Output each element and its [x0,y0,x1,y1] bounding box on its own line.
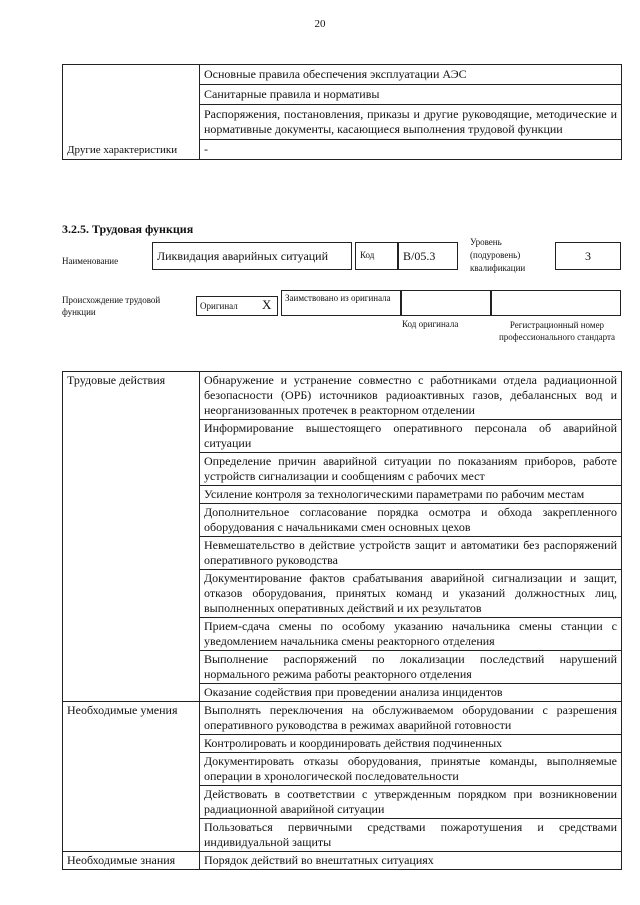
section-label: Необходимые знания [63,852,200,870]
section-item: Прием-сдача смены по особому указанию начальника смены станции с уведомлением начальника смены реакторного отделения [200,618,622,651]
section-label: Необходимые умения [63,702,200,852]
section-item: Пользоваться первичными средствами пожаротушения и средствами индивидуальной защиты [200,819,622,852]
other-char-row: Санитарные правила и нормативы [200,85,622,105]
other-characteristics-table [62,64,622,160]
section-item: Выполнение распоряжений по локализации последствий нарушений нормального режима работы реакторного отделения [200,651,622,684]
labor-function-table [62,371,622,870]
reg-number-label: Регистрационный номер профессионального стандарта [498,320,616,342]
section-item: Документирование фактов срабатывания аварийной сигнализации и защит, отказов оборудования, принятых команд и указаний должностных лиц, выполненных оперативных действий и их результатов [200,570,622,618]
original-mark: X [262,297,272,312]
other-characteristics-label: Другие характеристики [63,65,200,160]
code-label: Код [355,242,398,270]
section-item: Выполнять переключения на обслуживаемом оборудовании с разрешения оперативного руководства в режимах аварийной готовности [200,702,622,735]
borrowed-label: Заимствовано из оригинала [281,290,401,316]
section-label: Трудовые действия [63,372,200,702]
level-label: Уровень (подуровень) квалификации [470,237,526,273]
section-item: Усиление контроля за технологическими параметрами по рабочим местам [200,486,622,504]
section-item: Обнаружение и устранение совместно с работниками отдела радиационной безопасности (ОРБ) источников радиоактивных газов, дебалансных вод и неорганизованных протечек в реакторном отделении [200,372,622,420]
table-row [63,852,622,870]
section-title: 3.2.5. Трудовая функция [62,222,194,236]
section-item: Информирование вышестоящего оперативного персонала об аварийной ситуации [200,420,622,453]
section-item: Определение причин аварийной ситуации по показаниям приборов, работе устройств сигнализации и сообщениям с рабочих мест [200,453,622,486]
reg-number-cell [491,290,621,316]
section-item: Контролировать и координировать действия подчиненных [200,735,622,753]
table-row [63,702,622,735]
section-item: Дополнительное согласование порядка осмотра и обхода закрепленного оборудования с начальниками смен основных цехов [200,504,622,537]
section-item: Оказание содействия при проведении анализа инцидентов [200,684,622,702]
function-code: В/05.3 [398,242,458,270]
section-item: Порядок действий во внештатных ситуациях [200,852,622,870]
qualification-level: 3 [555,242,621,270]
code-original-label: Код оригинала [402,319,459,329]
section-item: Документировать отказы оборудования, принятые команды, выполняемые операции в хронологической последовательности [200,753,622,786]
table-row [63,372,622,420]
other-char-row: Основные правила обеспечения эксплуатации АЭС [200,65,622,85]
page-number: 20 [314,18,326,30]
origin-label: Происхождение трудовой функции [62,295,161,317]
section-item: Невмешательство в действие устройств защит и автоматики без распоряжений оперативного руководства [200,537,622,570]
name-label: Наименование [62,256,119,266]
code-original-cell [401,290,491,316]
original-label: Оригинал [200,301,238,311]
section-item: Действовать в соответствии с утвержденным порядком при возникновении радиационной аварийной ситуации [200,786,622,819]
other-char-row: - [200,140,622,160]
other-char-row: Распоряжения, постановления, приказы и другие руководящие, методические и нормативные документы, касающиеся выполнения трудовой функции [200,105,622,140]
function-name: Ликвидация аварийных ситуаций [152,242,352,270]
